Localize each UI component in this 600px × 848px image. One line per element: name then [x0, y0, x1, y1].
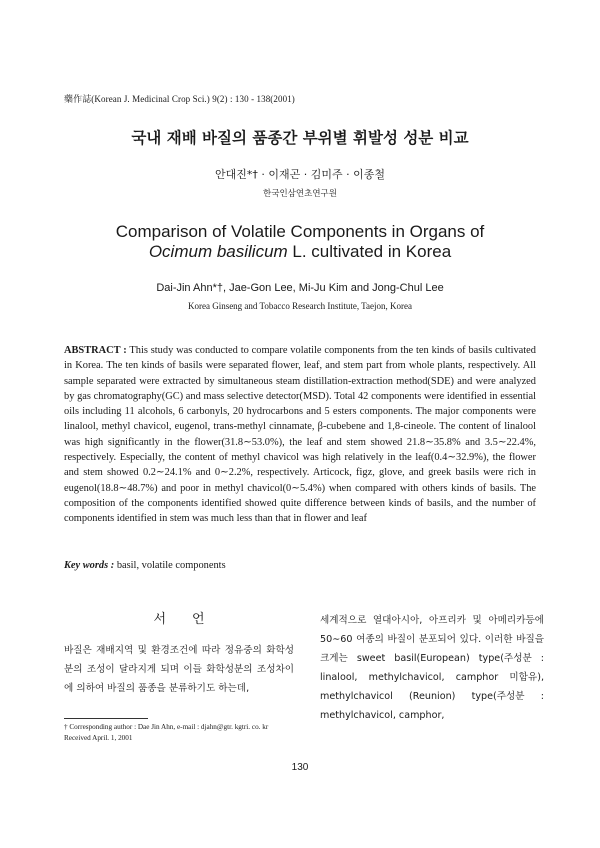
section-heading-introduction: 서언 — [153, 612, 231, 627]
species-name: Ocimum basilicum — [148, 242, 288, 261]
english-affiliation: Korea Ginseng and Tobacco Research Institute, Taejon, Korea — [187, 301, 413, 311]
footnote-received-date: Received April. 1, 2001 — [64, 734, 133, 742]
footnote-divider — [64, 718, 148, 719]
keywords-label: Key words : — [64, 560, 115, 571]
intro-paragraph-right: 세계적으로 열대아시아, 아프리카 및 아메리카등에 50∼60 여종의 바질이 분포되어 있다. 이러한 바질을 크게는 sweet basil(European) type(주성분 : linalool, methylchavicol, camphor 미함유), methylchavicol (Reunion) type(주성분 : methylchavicol, camphor, — [320, 615, 544, 721]
page-number: 130 — [291, 762, 309, 773]
keywords-text: basil, volatile components — [114, 560, 226, 571]
journal-citation: 藥作誌(Korean J. Medicinal Crop Sci.) 9(2) : 130 - 138(2001) — [64, 94, 295, 104]
footnote-corresponding-author: † Corresponding author : Dae Jin Ahn, e-mail : djahn@gtr. kgtri. co. kr — [64, 723, 269, 731]
english-title — [0, 222, 600, 262]
abstract-text: This study was conducted to compare volatile components from the ten kinds of basils cultivated in Korea. The ten kinds of basils were separated flower, leaf, and stem part from whole plants, respectively. All sample separated were extracted by simultaneous steam distillation-extraction method(SDE) and were analyzed by gas chromatography(GC) and mass selective detector(MSD). Total 42 components were identified in essential oils including 11 alcohols, 6 carbonyls, 20 hydrocarbons and 5 esters components. The major components were linalool, methyl chavicol, eugenol, trans-methyl cinnamate, β-cubebene and 1,8-cineole. The content of linalool was high significantly in the flower(31.8∼53.0%), the leaf and stem showed 21.8∼35.8% and 3.5∼22.4%, respectively. Especially, the content of methyl chavicol was high relatively in the leaf(0.4∼32.9%), the flower and stem showed 0.2∼24.1% and 0∼2.2%, respectively. Articock, figz, glove, and greek basils were rich in eugenol(18.8∼48.7%) and poor in methyl chavicol(0∼5.4%) when compared with others kinds of basils. The composition of the components identified showed quite difference between kinds of basils, and the number of components identified in stem was much less than that in flower and leaf — [64, 345, 536, 525]
english-title-line2 — [0, 242, 600, 262]
english-authors: Dai-Jin Ahn*†, Jae-Gon Lee, Mi-Ju Kim and Jong-Chul Lee — [156, 282, 444, 294]
korean-title: 국내 재배 바질의 품종간 부위별 휘발성 성분 비교 — [131, 129, 469, 147]
body-column-right — [320, 611, 544, 725]
body-column-left — [64, 608, 294, 698]
footnote — [64, 722, 268, 744]
english-title-line1: Comparison of Volatile Components in Organs of — [115, 222, 485, 241]
korean-authors: 안대진*† · 이재곤 · 김미주 · 이종철 — [215, 168, 385, 181]
keywords — [64, 560, 226, 571]
english-title-line2-rest: L. cultivated in Korea — [287, 242, 452, 261]
korean-affiliation: 한국인삼연초연구원 — [263, 189, 337, 199]
abstract — [64, 343, 536, 527]
abstract-label: ABSTRACT : — [64, 345, 127, 356]
intro-paragraph-left: 바질은 재배지역 및 환경조건에 따라 정유중의 화학성분의 조성이 달라지게 되며 이들 화학성분의 조성차이에 의하여 바질의 품종을 분류하기도 하는데, — [64, 645, 294, 694]
